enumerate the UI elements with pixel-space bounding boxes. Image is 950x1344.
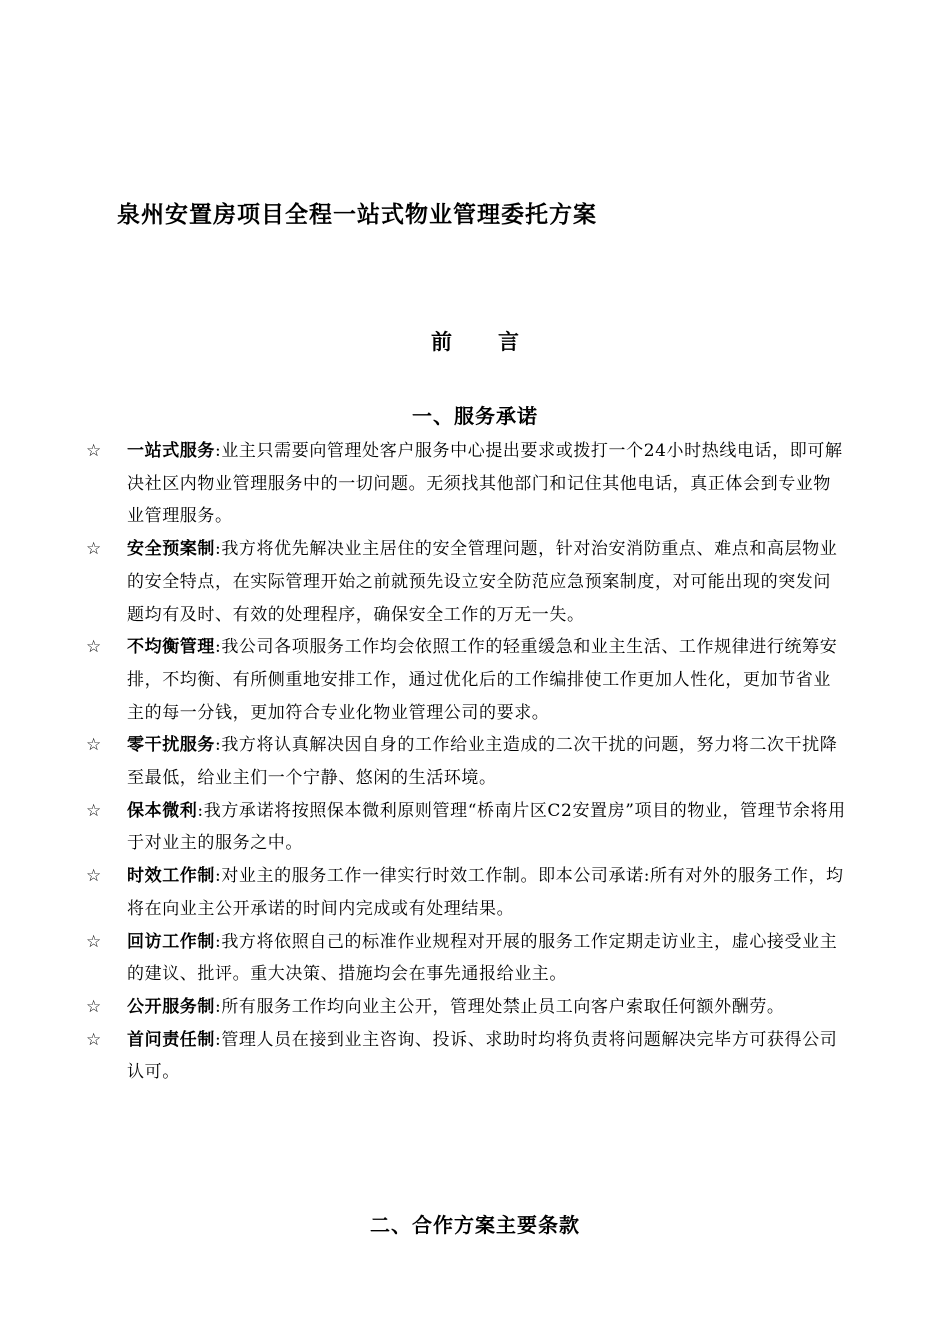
star-icon: ☆	[86, 931, 102, 952]
item-term: 安全预案制	[127, 539, 215, 560]
item-term: 公开服务制	[127, 996, 215, 1017]
item-text: :管理人员在接到业主咨询、投诉、求助时均将负责将问题解决完毕方可获得公司认可。	[127, 1029, 838, 1083]
star-icon: ☆	[86, 996, 102, 1017]
list-item	[86, 1024, 846, 1089]
list-item	[86, 860, 846, 925]
list-item	[86, 435, 846, 533]
item-text: :业主只需要向管理处客户服务中心提出要求或拨打一个24小时热线电话，即可解决社区内物业管理服务中的一切问题。无须找其他部门和记住其他电话，真正体会到专业物业管理服务。	[127, 441, 843, 527]
item-term: 一站式服务	[127, 441, 215, 461]
item-term: 保本微利	[127, 800, 198, 821]
item-term: 不均衡管理	[127, 637, 215, 658]
preface-heading: 前言	[431, 329, 565, 354]
section-heading-cooperation-terms: 二、合作方案主要条款	[370, 1213, 580, 1237]
item-text: :我方将优先解决业主居住的安全管理问题，针对治安消防重点、难点和高层物业的安全特点，在实际管理开始之前就预先设立安全防范应急预案制度，对可能出现的突发问题均有及时、有效的处理程序，确保安全工作的万无一失。	[127, 539, 838, 625]
item-text: :所有服务工作均向业主公开，管理处禁止员工向客户索取任何额外酬劳。	[215, 996, 785, 1017]
item-term: 回访工作制	[127, 931, 215, 952]
item-term: 首问责任制	[127, 1029, 215, 1050]
list-item	[86, 926, 846, 991]
item-text: :对业主的服务工作一律实行时效工作制。即本公司承诺:所有对外的服务工作，均将在向业主公开承诺的时间内完成或有处理结果。	[127, 866, 844, 919]
star-icon: ☆	[86, 1029, 102, 1050]
star-icon: ☆	[86, 800, 102, 821]
item-term: 时效工作制	[127, 866, 215, 887]
section-heading-service-commitment: 一、服务承诺	[412, 404, 538, 428]
item-text: :我方将依照自己的标准作业规程对开展的服务工作定期走访业主，虚心接受业主的建议、批评。重大决策、措施均会在事先通报给业主。	[127, 931, 838, 985]
star-icon: ☆	[86, 735, 102, 756]
document-title: 泉州安置房项目全程一站式物业管理委托方案	[117, 201, 597, 228]
star-icon: ☆	[86, 866, 102, 887]
list-item	[86, 533, 846, 631]
list-item	[86, 729, 846, 794]
item-text: :我公司各项服务工作均会依照工作的轻重缓急和业主生活、工作规律进行统筹安排，不均衡、有所侧重地安排工作，通过优化后的工作编排使工作更加人性化，更加节省业主的每一分钱，更加符合专业化物业管理公司的要求。	[127, 637, 838, 723]
star-icon: ☆	[86, 441, 102, 461]
star-icon: ☆	[86, 539, 102, 560]
list-item	[86, 795, 846, 860]
list-item	[86, 631, 846, 729]
item-text: :我方承诺将按照保本微利原则管理“桥南片区C2安置房”项目的物业，管理节余将用于对业主的服务之中。	[127, 800, 846, 854]
list-item	[86, 991, 846, 1024]
item-term: 零干扰服务	[127, 735, 215, 756]
star-icon: ☆	[86, 637, 102, 658]
commitment-list	[86, 435, 846, 1089]
item-text: :我方将认真解决因自身的工作给业主造成的二次干扰的问题，努力将二次干扰降至最低，给业主们一个宁静、悠闲的生活环境。	[127, 735, 838, 789]
